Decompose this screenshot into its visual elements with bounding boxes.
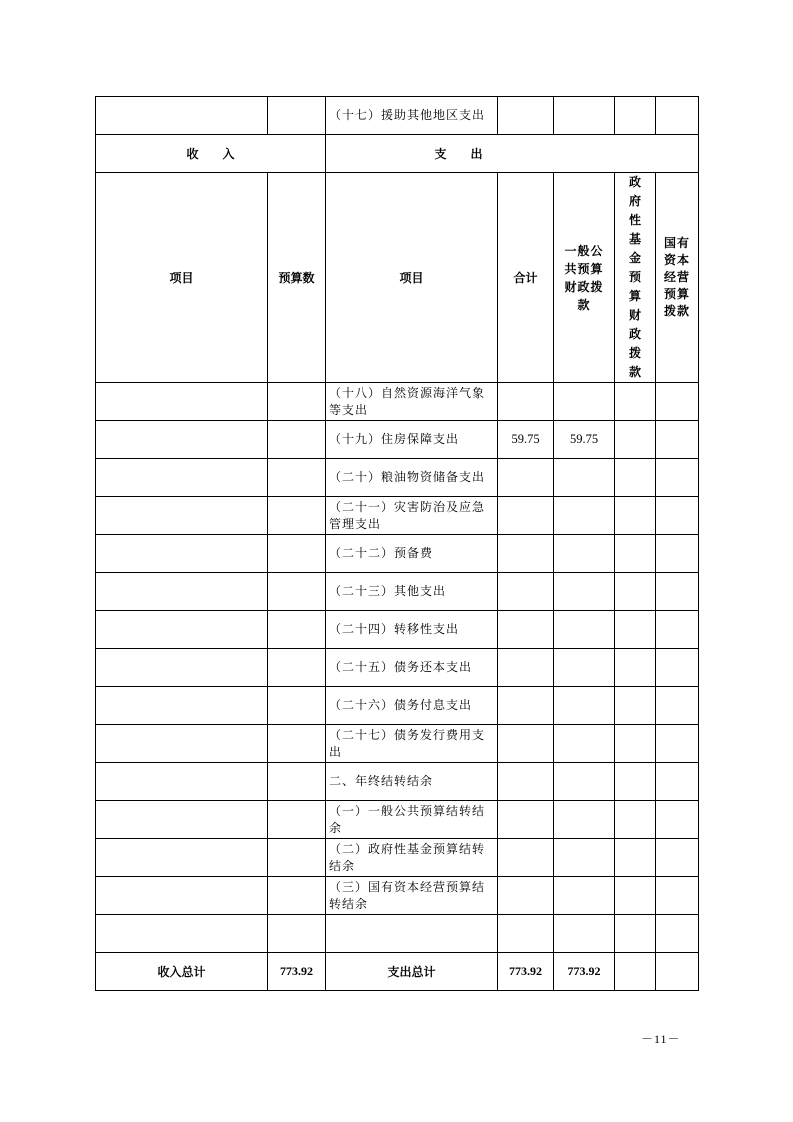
gov-fund-cell [615, 649, 656, 687]
income-budget-cell [268, 915, 326, 953]
state-capital-cell [656, 915, 699, 953]
income-item-cell [96, 915, 268, 953]
state-capital-cell [656, 573, 699, 611]
col-state-capital: 国有资本经营预算拨款 [656, 173, 699, 383]
general-cell [554, 801, 615, 839]
table-row [96, 839, 699, 877]
expense-total-label: 支出总计 [326, 953, 498, 991]
state-capital-cell [656, 839, 699, 877]
table-row [96, 459, 699, 497]
total-cell [498, 877, 554, 915]
gov-fund-cell [615, 801, 656, 839]
expense-general-value: 773.92 [554, 953, 615, 991]
general-cell [554, 839, 615, 877]
expense-item-cell: （二十三）其他支出 [326, 573, 498, 611]
income-budget-cell [268, 801, 326, 839]
total-cell [498, 459, 554, 497]
income-item-cell [96, 649, 268, 687]
gov-fund-cell [615, 611, 656, 649]
state-capital-total-cell [656, 953, 699, 991]
state-capital-cell [656, 383, 699, 421]
income-item-cell [96, 763, 268, 801]
income-item-cell [96, 97, 268, 135]
expense-item-cell: （二十四）转移性支出 [326, 611, 498, 649]
general-cell [554, 877, 615, 915]
expense-item-cell: （十七）援助其他地区支出 [326, 97, 498, 135]
income-budget-cell [268, 839, 326, 877]
gov-fund-cell [615, 877, 656, 915]
table-row [96, 801, 699, 839]
gov-fund-cell [615, 839, 656, 877]
col-gov-fund-label: 政府性基金预算财政拨款 [628, 175, 641, 379]
state-capital-cell [656, 97, 699, 135]
total-cell [498, 725, 554, 763]
gov-fund-cell [615, 763, 656, 801]
general-cell [554, 763, 615, 801]
state-capital-cell [656, 611, 699, 649]
general-cell [554, 535, 615, 573]
income-budget-cell [268, 573, 326, 611]
total-cell [498, 649, 554, 687]
income-item-cell [96, 839, 268, 877]
general-cell [554, 611, 615, 649]
table-row [96, 687, 699, 725]
col-budget: 预算数 [268, 173, 326, 383]
total-cell [498, 535, 554, 573]
expense-item-cell: （二十六）债务付息支出 [326, 687, 498, 725]
table-row [96, 649, 699, 687]
general-cell [554, 497, 615, 535]
income-budget-cell [268, 97, 326, 135]
income-item-cell [96, 535, 268, 573]
state-capital-cell [656, 801, 699, 839]
income-item-cell [96, 383, 268, 421]
income-item-cell [96, 497, 268, 535]
table-row [96, 421, 699, 459]
col-general-public: 一般公共预算财政拨款 [554, 173, 615, 383]
page-number: －11－ [641, 1032, 681, 1046]
table-row [96, 611, 699, 649]
expense-item-cell: （十九）住房保障支出 [326, 421, 498, 459]
column-header-row [96, 173, 699, 383]
total-cell [498, 915, 554, 953]
table-body [96, 383, 699, 953]
total-cell [498, 763, 554, 801]
total-cell [498, 97, 554, 135]
state-capital-cell [656, 421, 699, 459]
income-budget-cell [268, 535, 326, 573]
col-expense-item: 项目 [326, 173, 498, 383]
income-item-cell [96, 611, 268, 649]
expense-item-cell: （二十）粮油物资储备支出 [326, 459, 498, 497]
general-cell: 59.75 [554, 421, 615, 459]
gov-fund-cell [615, 725, 656, 763]
table-row [96, 497, 699, 535]
total-cell [498, 611, 554, 649]
gov-fund-cell [615, 97, 656, 135]
table-row [96, 383, 699, 421]
income-budget-cell [268, 497, 326, 535]
expense-item-cell: （二十一）灾害防治及应急管理支出 [326, 497, 498, 535]
income-item-cell [96, 725, 268, 763]
gov-fund-cell [615, 915, 656, 953]
state-capital-cell [656, 497, 699, 535]
expense-item-cell: 二、年终结转结余 [326, 763, 498, 801]
col-income-item: 项目 [96, 173, 268, 383]
income-budget-cell [268, 687, 326, 725]
gov-fund-cell [615, 535, 656, 573]
gov-fund-cell [615, 421, 656, 459]
table-row [96, 877, 699, 915]
general-cell [554, 573, 615, 611]
income-total-value: 773.92 [268, 953, 326, 991]
income-budget-cell [268, 421, 326, 459]
total-cell [498, 801, 554, 839]
general-cell [554, 97, 615, 135]
total-cell [498, 573, 554, 611]
income-item-cell [96, 573, 268, 611]
expense-item-cell [326, 915, 498, 953]
income-budget-cell [268, 649, 326, 687]
income-item-cell [96, 687, 268, 725]
total-cell [498, 687, 554, 725]
income-budget-cell [268, 877, 326, 915]
table-row [96, 915, 699, 953]
table-row [96, 725, 699, 763]
table-row [96, 535, 699, 573]
expense-item-cell: （二十五）债务还本支出 [326, 649, 498, 687]
income-header: 收 入 [96, 135, 326, 173]
col-total: 合计 [498, 173, 554, 383]
general-cell [554, 915, 615, 953]
state-capital-cell [656, 763, 699, 801]
expense-item-cell: （二十七）债务发行费用支出 [326, 725, 498, 763]
section-header-row [96, 135, 699, 173]
state-capital-cell [656, 725, 699, 763]
total-cell [498, 497, 554, 535]
table-row [96, 763, 699, 801]
gov-fund-cell [615, 459, 656, 497]
general-cell [554, 649, 615, 687]
gov-fund-total-cell [615, 953, 656, 991]
col-gov-fund [615, 173, 656, 383]
general-cell [554, 687, 615, 725]
general-cell [554, 459, 615, 497]
expense-item-cell: （一）一般公共预算结转结余 [326, 801, 498, 839]
state-capital-cell [656, 459, 699, 497]
income-item-cell [96, 421, 268, 459]
expense-item-cell: （三）国有资本经营预算结转结余 [326, 877, 498, 915]
table-row [96, 573, 699, 611]
totals-row [96, 953, 699, 991]
state-capital-cell [656, 877, 699, 915]
income-total-label: 收入总计 [96, 953, 268, 991]
budget-table [95, 96, 699, 991]
expense-header: 支 出 [326, 135, 699, 173]
general-cell [554, 725, 615, 763]
total-cell [498, 839, 554, 877]
expense-item-cell: （十八）自然资源海洋气象等支出 [326, 383, 498, 421]
total-cell [498, 383, 554, 421]
income-item-cell [96, 801, 268, 839]
gov-fund-cell [615, 687, 656, 725]
income-item-cell [96, 459, 268, 497]
income-budget-cell [268, 459, 326, 497]
expense-item-cell: （二）政府性基金预算结转结余 [326, 839, 498, 877]
expense-item-cell: （二十二）预备费 [326, 535, 498, 573]
general-cell [554, 383, 615, 421]
income-item-cell [96, 877, 268, 915]
table-row-continued [96, 97, 699, 135]
gov-fund-cell [615, 383, 656, 421]
income-budget-cell [268, 725, 326, 763]
income-budget-cell [268, 611, 326, 649]
state-capital-cell [656, 687, 699, 725]
state-capital-cell [656, 649, 699, 687]
gov-fund-cell [615, 573, 656, 611]
state-capital-cell [656, 535, 699, 573]
gov-fund-cell [615, 497, 656, 535]
income-budget-cell [268, 383, 326, 421]
income-budget-cell [268, 763, 326, 801]
expense-total-value: 773.92 [498, 953, 554, 991]
total-cell: 59.75 [498, 421, 554, 459]
